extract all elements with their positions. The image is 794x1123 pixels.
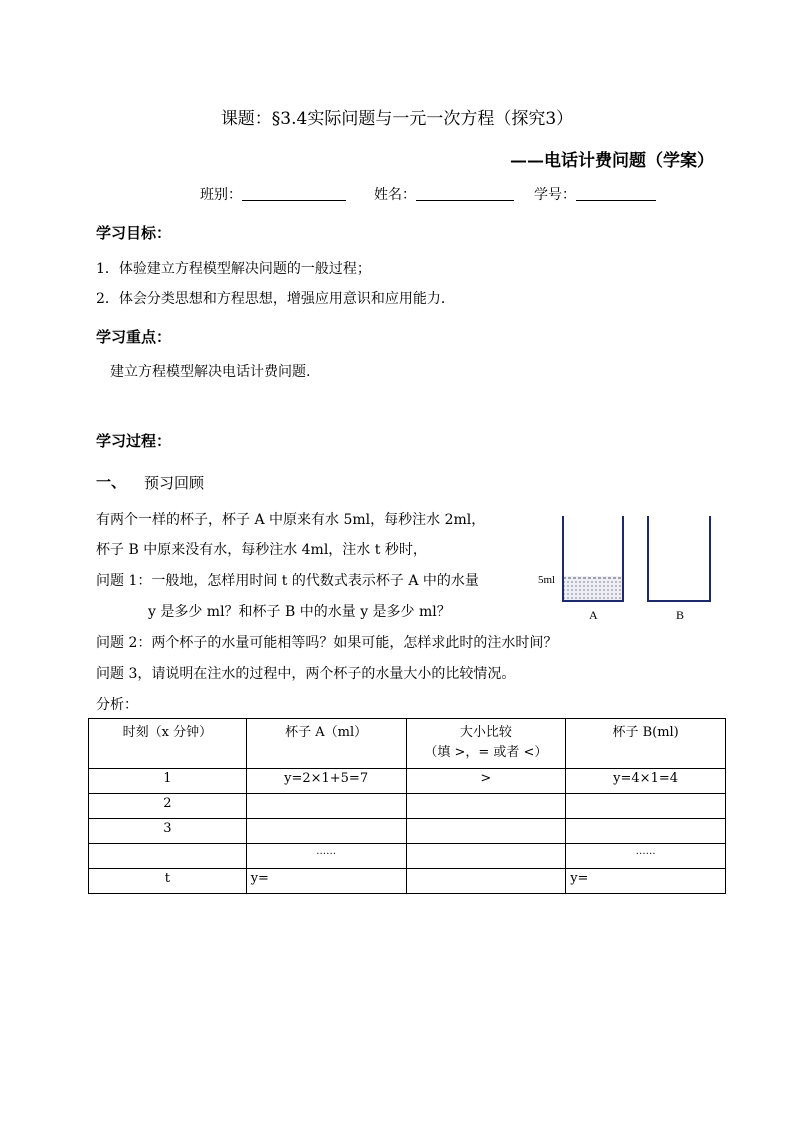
problem-line: y 是多少 ml？和杯子 B 中的水量 y 是多少 ml？	[148, 604, 451, 620]
table-row	[89, 819, 726, 844]
table-cell	[246, 819, 406, 844]
table-cell: 2	[89, 794, 247, 819]
page-title: 课题：§3.4实际问题与一元一次方程（探究3）	[220, 109, 574, 129]
table-cell: >	[406, 769, 566, 794]
id-blank	[576, 186, 656, 201]
table-cell: 1	[89, 769, 247, 794]
name-label: 姓名：	[374, 187, 416, 203]
id-label: 学号：	[534, 187, 576, 203]
section-title: 预习回顾	[144, 474, 205, 492]
section-number: 一、	[96, 473, 127, 491]
focus-text: 建立方程模型解决电话计费问题.	[110, 364, 311, 380]
table-cell: y=2×1+5=7	[246, 769, 406, 794]
compare-header-label: 大小比较	[459, 725, 512, 740]
problem-line: 问题 2：两个杯子的水量可能相等吗？如果可能，怎样求此时的注水时间？	[96, 635, 558, 651]
id-field	[534, 184, 656, 204]
water-level-label: 5ml	[538, 574, 556, 586]
cup-b	[648, 516, 710, 601]
problem-line: 问题 1：一般地，怎样用时间 t 的代数式表示杯子 A 中的水量	[96, 573, 479, 589]
table-cell: t	[89, 869, 247, 894]
table-cell: ……	[566, 844, 726, 869]
class-label: 班别：	[200, 187, 242, 203]
cup-a	[563, 516, 623, 601]
class-blank	[242, 186, 346, 201]
objective-item: 2．体会分类思想和方程思想，增强应用意识和应用能力．	[96, 291, 455, 307]
table-row	[89, 844, 726, 869]
table-cell: ……	[246, 844, 406, 869]
problem-line: 有两个一样的杯子，杯子 A 中原来有水 5ml，每秒注水 2ml，	[96, 512, 486, 528]
table-cell	[566, 794, 726, 819]
header-cell-cup-a: 杯子 A（ml）	[246, 719, 406, 769]
analysis-label: 分析：	[96, 697, 138, 713]
table-cell: y=4×1=4	[566, 769, 726, 794]
name-field	[374, 184, 514, 204]
compare-header-note: （填 >，= 或者 <）	[424, 745, 548, 760]
cup-b-label: B	[676, 608, 685, 622]
table-row	[89, 869, 726, 894]
header-cell-compare	[406, 719, 566, 769]
table-cell	[406, 844, 566, 869]
process-heading: 学习过程：	[96, 432, 172, 450]
table-row	[89, 769, 726, 794]
objective-item: 1．体验建立方程模型解决问题的一般过程；	[96, 261, 371, 277]
cups-figure	[535, 512, 720, 624]
table-cell	[246, 794, 406, 819]
table-cell: y=	[246, 869, 406, 894]
table-cell	[406, 869, 566, 894]
header-cell-cup-b: 杯子 B(ml)	[566, 719, 726, 769]
problem-line: 问题 3，请说明在注水的过程中，两个杯子的水量大小的比较情况。	[96, 666, 516, 682]
table-header-row	[89, 719, 726, 769]
table-row	[89, 794, 726, 819]
focus-heading: 学习重点：	[96, 328, 172, 346]
table-cell	[406, 794, 566, 819]
objectives-heading: 学习目标：	[96, 224, 172, 242]
analysis-table	[88, 718, 726, 894]
header-cell-time: 时刻（x 分钟）	[89, 719, 247, 769]
table-cell	[89, 844, 247, 869]
name-blank	[416, 186, 514, 201]
cup-a-label: A	[589, 608, 598, 622]
table-cell: y=	[566, 869, 726, 894]
class-field	[200, 184, 346, 204]
table-cell	[406, 819, 566, 844]
page-subtitle: ——电话计费问题（学案）	[510, 151, 714, 171]
table-cell: 3	[89, 819, 247, 844]
table-cell	[566, 819, 726, 844]
problem-line: 杯子 B 中原来没有水，每秒注水 4ml，注水 t 秒时，	[96, 542, 427, 558]
